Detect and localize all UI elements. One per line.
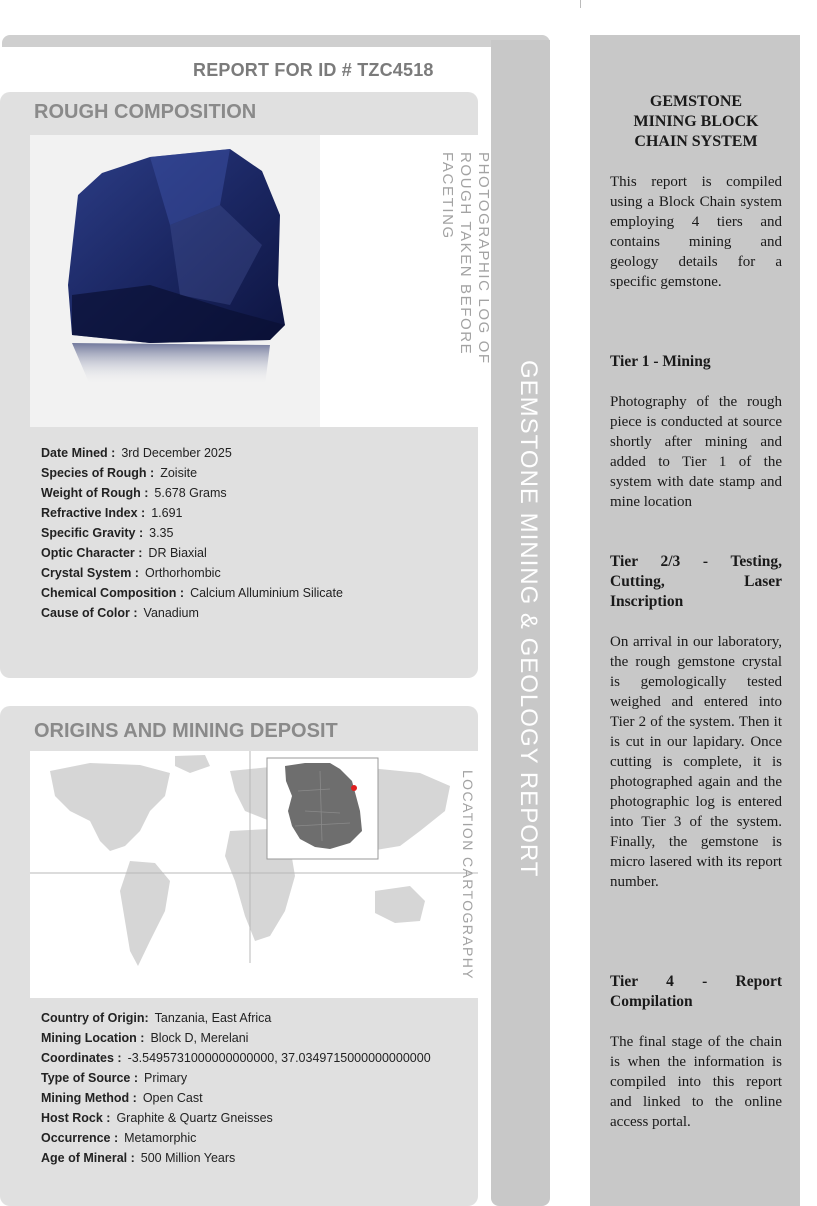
spec-label: Mining Location : — [41, 1031, 145, 1045]
spec-row — [41, 563, 343, 583]
spec-value: 5.678 Grams — [154, 486, 227, 500]
spec-value: Graphite & Quartz Gneisses — [116, 1111, 273, 1125]
spec-value: 500 Million Years — [140, 1151, 236, 1165]
origin-spec-list — [41, 1008, 431, 1168]
spec-row — [41, 483, 343, 503]
rough-spec-list — [41, 443, 343, 623]
spec-label: Country of Origin: — [41, 1011, 149, 1025]
spec-label: Species of Rough : — [41, 466, 155, 480]
sidebar-intro: This report is compiled using a Block Chain system employing 4 tiers and contains mining and geology details for a specific gemstone. — [610, 174, 782, 290]
vertical-report-title: GEMSTONE MINING & GEOLOGY REPORT — [515, 360, 542, 878]
location-cartography-caption: LOCATION CARTOGRAPHY — [460, 770, 476, 981]
spec-row — [41, 1008, 431, 1028]
spec-value: Metamorphic — [124, 1131, 197, 1145]
spec-label: Specific Gravity : — [41, 526, 144, 540]
spec-label: Optic Character : — [41, 546, 143, 560]
spec-row — [41, 1108, 431, 1128]
sidebar-heading-line: CHAIN SYSTEM — [634, 133, 758, 150]
origins-title: ORIGINS AND MINING DEPOSIT — [34, 720, 338, 742]
spec-label: Chemical Composition : — [41, 586, 185, 600]
photo-log-caption: PHOTOGRAPHIC LOG OF ROUGH TAKEN BEFORE FACETING — [439, 152, 492, 365]
spec-value: Primary — [144, 1071, 188, 1085]
sidebar-heading-line: MINING BLOCK — [633, 113, 759, 130]
report-id-title: REPORT FOR ID # TZC4518 — [193, 60, 434, 80]
sidebar-heading-line: GEMSTONE — [649, 93, 743, 110]
spec-label: Weight of Rough : — [41, 486, 149, 500]
spec-label: Type of Source : — [41, 1071, 139, 1085]
spec-value: 3rd December 2025 — [121, 446, 232, 460]
spec-row — [41, 1028, 431, 1048]
spec-value: DR Biaxial — [148, 546, 207, 560]
spec-row — [41, 583, 343, 603]
spec-row — [41, 1068, 431, 1088]
spec-row — [41, 1048, 431, 1068]
spec-label: Mining Method : — [41, 1091, 137, 1105]
tier23-heading: Tier 2/3 - Testing, Cutting, Laser Inscription — [610, 553, 782, 610]
sidebar-heading — [610, 92, 782, 152]
spec-value: 3.35 — [149, 526, 174, 540]
rough-composition-title: ROUGH COMPOSITION — [34, 101, 257, 123]
spec-label: Host Rock : — [41, 1111, 111, 1125]
spec-row — [41, 523, 343, 543]
spec-value: 1.691 — [151, 506, 183, 520]
spec-label: Occurrence : — [41, 1131, 119, 1145]
spec-row — [41, 543, 343, 563]
tier4-text: The final stage of the chain is when the information is compiled into this report and linked to the online access portal. — [610, 1034, 782, 1130]
rough-photo — [30, 135, 320, 427]
spec-label: Date Mined : — [41, 446, 116, 460]
spec-label: Cause of Color : — [41, 606, 138, 620]
spec-value: Calcium Alluminium Silicate — [190, 586, 343, 600]
rough-gemstone-image — [30, 135, 320, 427]
spec-row — [41, 1088, 431, 1108]
spec-value: Vanadium — [143, 606, 199, 620]
spec-value: Block D, Merelani — [150, 1031, 249, 1045]
spec-label: Age of Mineral : — [41, 1151, 135, 1165]
spec-row — [41, 603, 343, 623]
top-bar — [2, 35, 550, 47]
spec-value: Open Cast — [142, 1091, 203, 1105]
spec-label: Refractive Index : — [41, 506, 146, 520]
spec-value: Tanzania, East Africa — [154, 1011, 272, 1025]
spec-value: -3.5495731000000000000, 37.0349715000000000000 — [127, 1051, 431, 1065]
world-map-image — [30, 751, 478, 998]
spec-row — [41, 503, 343, 523]
top-divider-tick — [580, 0, 581, 8]
spec-value: Orthorhombic — [144, 566, 221, 580]
spec-row — [41, 463, 343, 483]
spec-value: Zoisite — [160, 466, 198, 480]
tier1-heading: Tier 1 - Mining — [610, 353, 711, 370]
spec-row — [41, 1148, 431, 1168]
spec-row — [41, 443, 343, 463]
world-map — [30, 751, 478, 998]
tier1-text: Photography of the rough piece is conducted at source shortly after mining and added to Tier 1 of the system with date stamp and mine location — [610, 394, 782, 510]
tier23-text: On arrival in our laboratory, the rough gemstone crystal is gemologically tested weighed and entered into Tier 2 of the system. Then it is cut in our lapidary. Once cutting is complete, it is photographed again and the photographic log is entered into Tier 3 of the system. Finally, the gemstone is micro lasered with its report number. — [610, 634, 782, 890]
spec-label: Coordinates : — [41, 1051, 122, 1065]
spec-label: Crystal System : — [41, 566, 139, 580]
tier4-heading: Tier 4 - Report Compilation — [610, 973, 782, 1010]
spec-row — [41, 1128, 431, 1148]
